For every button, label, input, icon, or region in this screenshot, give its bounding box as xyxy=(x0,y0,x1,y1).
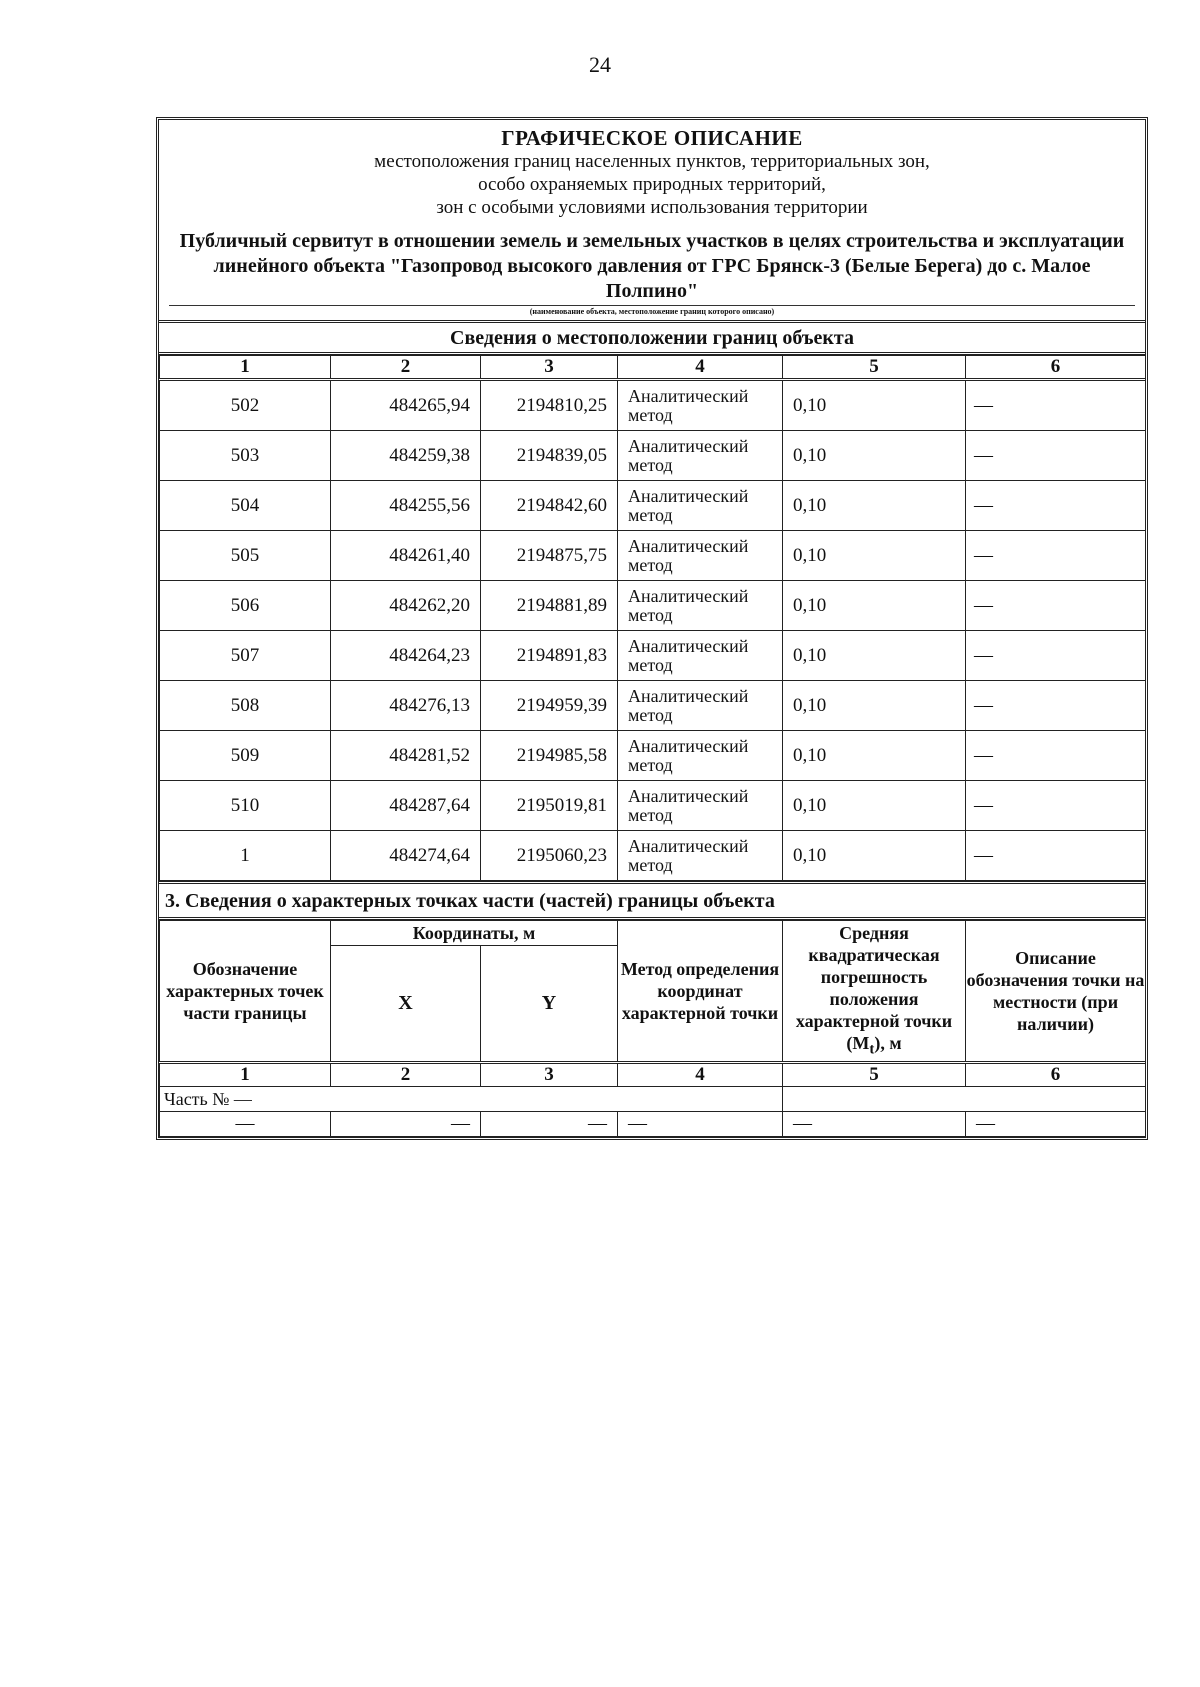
method-cell: Аналитический метод xyxy=(618,531,783,581)
part-label: Часть № — xyxy=(160,1087,783,1112)
column-number: 2 xyxy=(331,1063,481,1087)
point-number-cell: 506 xyxy=(160,581,331,631)
table-row xyxy=(160,831,1146,881)
accuracy-cell: 0,10 xyxy=(783,631,966,681)
description-cell: — xyxy=(966,681,1146,731)
object-caption: (наименование объекта, местоположение границ которого описано) xyxy=(169,305,1135,316)
point-number-cell: 507 xyxy=(160,631,331,681)
accuracy-cell: 0,10 xyxy=(783,431,966,481)
parts-column-number-row xyxy=(160,1063,1146,1087)
method-cell: Аналитический метод xyxy=(618,781,783,831)
x-coordinate-cell: 484265,94 xyxy=(331,380,481,431)
point-number-cell: 1 xyxy=(160,831,331,881)
header-coordinates: Координаты, м xyxy=(331,921,618,946)
subtitle-line-1: местоположения границ населенных пунктов, территориальных зон, xyxy=(374,151,930,172)
x-coordinate-cell: 484261,40 xyxy=(331,531,481,581)
part-label-empty xyxy=(783,1087,1146,1112)
column-number: 5 xyxy=(783,356,966,380)
y-coordinate-cell: 2194810,25 xyxy=(481,380,618,431)
y-coordinate-cell: 2194959,39 xyxy=(481,681,618,731)
x-coordinate-cell: 484262,20 xyxy=(331,581,481,631)
parts-header-row xyxy=(160,921,1146,946)
dash-cell: — xyxy=(331,1112,481,1137)
x-coordinate-cell: 484287,64 xyxy=(331,781,481,831)
header-method: Метод определения координат характерной точки xyxy=(618,921,783,1063)
x-coordinate-cell: 484264,23 xyxy=(331,631,481,681)
point-number-cell: 503 xyxy=(160,431,331,481)
table-row xyxy=(160,481,1146,531)
method-cell: Аналитический метод xyxy=(618,631,783,681)
document-frame xyxy=(156,117,1148,1140)
description-cell: — xyxy=(966,380,1146,431)
header-accuracy xyxy=(783,921,966,1063)
part-label-row xyxy=(160,1087,1146,1112)
accuracy-cell: 0,10 xyxy=(783,681,966,731)
boundaries-table xyxy=(159,355,1146,881)
column-number: 1 xyxy=(160,1063,331,1087)
table-row xyxy=(160,581,1146,631)
description-cell: — xyxy=(966,781,1146,831)
dash-cell: — xyxy=(160,1112,331,1137)
y-coordinate-cell: 2194875,75 xyxy=(481,531,618,581)
y-coordinate-cell: 2195019,81 xyxy=(481,781,618,831)
x-coordinate-cell: 484255,56 xyxy=(331,481,481,531)
page-number: 24 xyxy=(589,52,611,77)
dash-cell: — xyxy=(481,1112,618,1137)
x-coordinate-cell: 484281,52 xyxy=(331,731,481,781)
x-coordinate-cell: 484276,13 xyxy=(331,681,481,731)
table-row xyxy=(160,631,1146,681)
accuracy-cell: 0,10 xyxy=(783,531,966,581)
column-number: 4 xyxy=(618,356,783,380)
column-number: 6 xyxy=(966,356,1146,380)
description-cell: — xyxy=(966,581,1146,631)
accuracy-cell: 0,10 xyxy=(783,831,966,881)
table-row xyxy=(160,531,1146,581)
table-row xyxy=(160,731,1146,781)
point-number-cell: 510 xyxy=(160,781,331,831)
method-cell: Аналитический метод xyxy=(618,731,783,781)
description-cell: — xyxy=(966,431,1146,481)
description-cell: — xyxy=(966,831,1146,881)
table-row xyxy=(160,781,1146,831)
method-cell: Аналитический метод xyxy=(618,481,783,531)
dash-cell: — xyxy=(783,1112,966,1137)
boundaries-section-title: Сведения о местоположении границ объекта xyxy=(159,323,1145,355)
y-coordinate-cell: 2194891,83 xyxy=(481,631,618,681)
y-coordinate-cell: 2194839,05 xyxy=(481,431,618,481)
point-number-cell: 509 xyxy=(160,731,331,781)
column-number: 1 xyxy=(160,356,331,380)
table-row xyxy=(160,380,1146,431)
accuracy-cell: 0,10 xyxy=(783,581,966,631)
method-cell: Аналитический метод xyxy=(618,431,783,481)
point-number-cell: 504 xyxy=(160,481,331,531)
column-number: 5 xyxy=(783,1063,966,1087)
column-number: 4 xyxy=(618,1063,783,1087)
object-name: Публичный сервитут в отношении земель и земельных участков в целях строительства и эксплуатации линейного объекта "Газопровод высокого давления от ГРС Брянск-3 (Белые Берега) до с. Малое Полпино" xyxy=(179,230,1125,302)
y-coordinate-cell: 2195060,23 xyxy=(481,831,618,881)
section3-title: 3. Сведения о характерных точках части (частей) границы объекта xyxy=(159,881,1145,920)
method-cell: Аналитический метод xyxy=(618,380,783,431)
header-x: X xyxy=(331,946,481,1063)
y-coordinate-cell: 2194985,58 xyxy=(481,731,618,781)
accuracy-cell: 0,10 xyxy=(783,380,966,431)
header-designation: Обозначение характерных точек части границы xyxy=(160,921,331,1063)
x-coordinate-cell: 484259,38 xyxy=(331,431,481,481)
column-number: 3 xyxy=(481,1063,618,1087)
method-cell: Аналитический метод xyxy=(618,581,783,631)
header-description: Описание обозначения точки на местности (при наличии) xyxy=(966,921,1146,1063)
method-cell: Аналитический метод xyxy=(618,831,783,881)
dash-cell: — xyxy=(618,1112,783,1137)
dash-cell: — xyxy=(966,1112,1146,1137)
column-number-row xyxy=(160,356,1146,380)
column-number: 2 xyxy=(331,356,481,380)
title-block xyxy=(159,120,1145,323)
column-number: 6 xyxy=(966,1063,1146,1087)
part-dash-row xyxy=(160,1112,1146,1137)
header-y: Y xyxy=(481,946,618,1063)
accuracy-cell: 0,10 xyxy=(783,731,966,781)
parts-table xyxy=(159,920,1146,1137)
header-accuracy-sub: t xyxy=(869,1041,875,1058)
table-row xyxy=(160,431,1146,481)
y-coordinate-cell: 2194842,60 xyxy=(481,481,618,531)
description-cell: — xyxy=(966,631,1146,681)
x-coordinate-cell: 484274,64 xyxy=(331,831,481,881)
description-cell: — xyxy=(966,481,1146,531)
y-coordinate-cell: 2194881,89 xyxy=(481,581,618,631)
header-accuracy-text: Средняя квадратическая погрешность положения характерной точки (M xyxy=(795,922,953,1053)
method-cell: Аналитический метод xyxy=(618,681,783,731)
point-number-cell: 502 xyxy=(160,380,331,431)
description-cell: — xyxy=(966,531,1146,581)
document-title: ГРАФИЧЕСКОЕ ОПИСАНИЕ xyxy=(501,126,803,150)
description-cell: — xyxy=(966,731,1146,781)
column-number: 3 xyxy=(481,356,618,380)
accuracy-cell: 0,10 xyxy=(783,481,966,531)
subtitle-line-3: зон с особыми условиями использования территории xyxy=(436,197,868,218)
accuracy-cell: 0,10 xyxy=(783,781,966,831)
point-number-cell: 505 xyxy=(160,531,331,581)
point-number-cell: 508 xyxy=(160,681,331,731)
header-accuracy-unit: ), м xyxy=(874,1032,902,1053)
table-row xyxy=(160,681,1146,731)
subtitle-line-2: особо охраняемых природных территорий, xyxy=(478,174,826,195)
